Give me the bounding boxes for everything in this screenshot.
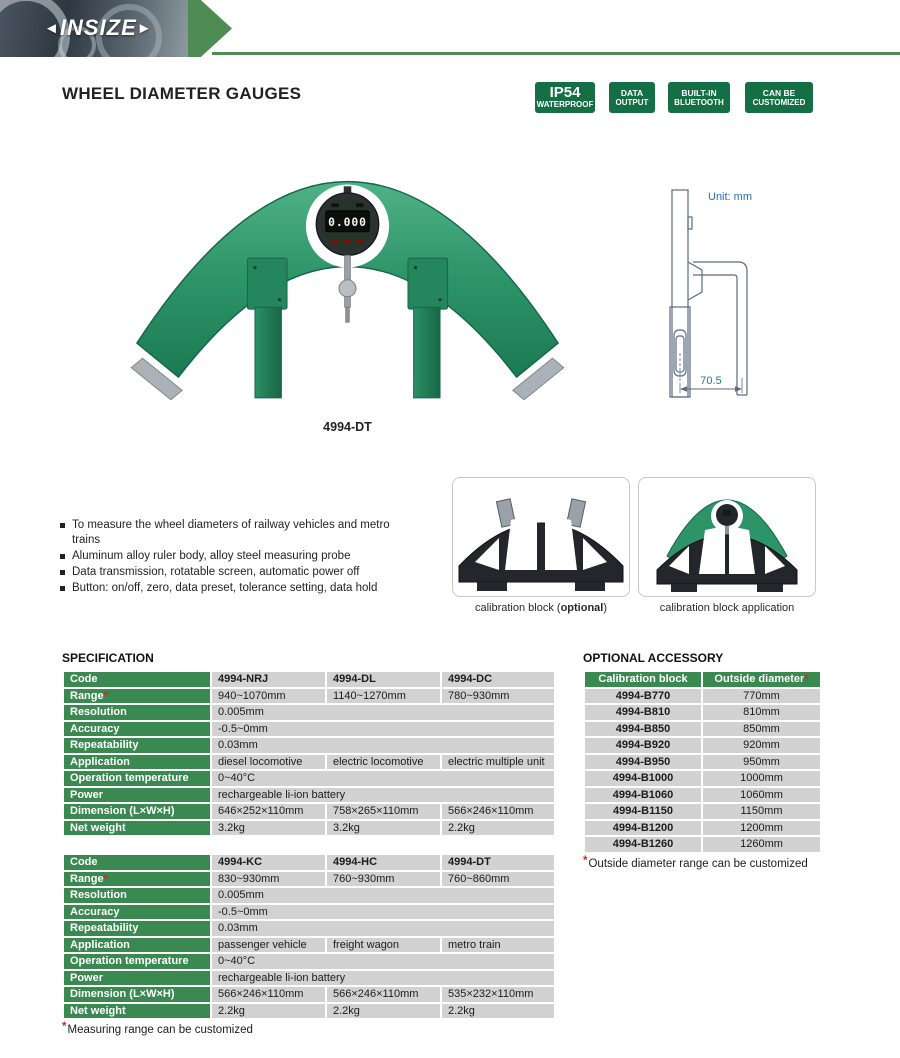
range-cell: 780~930mm [441, 688, 555, 705]
table-row [63, 688, 555, 705]
code-cell: 4994-DC [441, 671, 555, 688]
accessory-code-cell: 4994-B850 [584, 721, 702, 738]
resolution-cell: 0.005mm [211, 887, 555, 904]
table-row [63, 737, 555, 754]
table-row [63, 970, 555, 987]
accessory-diameter-cell: 1260mm [702, 836, 821, 853]
net-weight-cell: 3.2kg [211, 820, 326, 837]
calibration-block-image [452, 477, 630, 597]
application-cell: freight wagon [326, 937, 441, 954]
net-weight-cell: 2.2kg [326, 1003, 441, 1020]
net-weight-cell: 2.2kg [441, 820, 555, 837]
row-label-dimension: Dimension (L×W×H) [63, 986, 211, 1003]
row-label-resolution: Resolution [63, 704, 211, 721]
optional-accessory-footnote: *Outside diameter range can be customized [583, 854, 808, 870]
row-label-application: Application [63, 754, 211, 771]
specification-section [62, 651, 554, 1036]
badge-line: DATA [620, 87, 644, 98]
dimension-cell: 646×252×110mm [211, 803, 326, 820]
row-label-repeatability: Repeatability [63, 920, 211, 937]
row-label-accuracy: Accuracy [63, 721, 211, 738]
badge-built-in-bluetooth [668, 82, 730, 113]
red-asterisk: * [804, 673, 809, 686]
badge-line: CUSTOMIZED [752, 97, 806, 107]
application-cell: metro train [441, 937, 555, 954]
table-row [63, 871, 555, 888]
logo-right-arrow-icon: ► [136, 20, 153, 37]
accessory-diameter-cell: 850mm [702, 721, 821, 738]
application-cell: diesel locomotive [211, 754, 326, 771]
accuracy-cell: -0.5~0mm [211, 721, 555, 738]
accessory-diameter-cell: 1150mm [702, 803, 821, 820]
row-label-operation-temperature: Operation temperature [63, 770, 211, 787]
badge-line: IP54 [549, 84, 581, 102]
table-header-row [584, 671, 821, 688]
application-cell: passenger vehicle [211, 937, 326, 954]
dimension-cell: 535×232×110mm [441, 986, 555, 1003]
red-asterisk: * [62, 1021, 67, 1033]
table-row [63, 920, 555, 937]
range-cell: 940~1070mm [211, 688, 326, 705]
accessory-code-cell: 4994-B1000 [584, 770, 702, 787]
accessory-diameter-cell: 1060mm [702, 787, 821, 804]
net-weight-cell: 2.2kg [441, 1003, 555, 1020]
range-cell: 760~930mm [326, 871, 441, 888]
bullet-square-icon [60, 570, 65, 575]
feature-text: Aluminum alloy ruler body, alloy steel measuring probe [72, 550, 351, 562]
power-cell: rechargeable li-ion battery [211, 970, 555, 987]
specification-heading: SPECIFICATION [62, 651, 154, 665]
application-cell: electric multiple unit [441, 754, 555, 771]
code-cell: 4994-NRJ [211, 671, 326, 688]
accessory-diameter-cell: 810mm [702, 704, 821, 721]
technical-drawing [650, 178, 815, 413]
specification-footnote: *Measuring range can be customized [62, 1021, 253, 1036]
range-cell: 760~860mm [441, 871, 555, 888]
net-weight-cell: 3.2kg [326, 820, 441, 837]
feature-item [60, 518, 460, 548]
calibration-block-caption: calibration block (optional) [474, 602, 608, 614]
badge-line: BLUETOOTH [674, 97, 724, 107]
feature-text: Button: on/off, zero, data preset, tolerance setting, data hold [72, 582, 378, 594]
row-label-code: Code [63, 671, 211, 688]
operation-temperature-cell: 0~40°C [211, 770, 555, 787]
accessory-diameter-cell: 1000mm [702, 770, 821, 787]
table-row [63, 721, 555, 738]
column-header-outside-diameter: Outside diameter* [702, 671, 821, 688]
drawing-unit-label: Unit: mm [708, 191, 752, 203]
table-row [63, 704, 555, 721]
row-label-range: Range* [63, 688, 211, 705]
specification-table-2 [62, 853, 556, 1020]
bullet-square-icon [60, 523, 65, 528]
accessory-code-cell: 4994-B1150 [584, 803, 702, 820]
accessory-code-cell: 4994-B1060 [584, 787, 702, 804]
code-cell: 4994-KC [211, 854, 326, 871]
table-row [63, 986, 555, 1003]
row-label-repeatability: Repeatability [63, 737, 211, 754]
accessory-code-cell: 4994-B920 [584, 737, 702, 754]
operation-temperature-cell: 0~40°C [211, 953, 555, 970]
bullet-square-icon [60, 554, 65, 559]
feature-item [60, 565, 460, 580]
code-cell: 4994-DL [326, 671, 441, 688]
calibration-application-caption: calibration block application [659, 602, 795, 614]
column-header-calibration-block: Calibration block [584, 671, 702, 688]
row-label-code: Code [63, 854, 211, 871]
table-row [584, 754, 821, 771]
accessory-diameter-cell: 1200mm [702, 820, 821, 837]
dimension-cell: 566×246×110mm [326, 986, 441, 1003]
dimension-cell: 758×265×110mm [326, 803, 441, 820]
feature-item [60, 581, 460, 596]
repeatability-cell: 0.03mm [211, 920, 555, 937]
accessory-diameter-cell: 770mm [702, 688, 821, 705]
header-rule [212, 52, 900, 55]
product-image [125, 158, 570, 413]
product-code-label: 4994-DT [323, 420, 372, 434]
optional-accessory-table [583, 670, 822, 854]
calibration-block-graphic [453, 478, 629, 596]
accessory-code-cell: 4994-B810 [584, 704, 702, 721]
page-title: WHEEL DIAMETER GAUGES [62, 84, 302, 103]
code-cell: 4994-HC [326, 854, 441, 871]
table-row [584, 803, 821, 820]
net-weight-cell: 2.2kg [211, 1003, 326, 1020]
badge-line: WATERPROOF [536, 100, 594, 110]
dimension-cell: 566×246×110mm [441, 803, 555, 820]
red-asterisk: * [103, 872, 108, 885]
row-label-dimension: Dimension (L×W×H) [63, 803, 211, 820]
table-row [584, 737, 821, 754]
feature-text: Data transmission, rotatable screen, automatic power off [72, 566, 360, 578]
logo-left-arrow-icon: ◄ [44, 20, 60, 37]
badge-can-be-customized [745, 82, 813, 113]
indicator-reading: 0.000 [328, 215, 367, 229]
table-row [584, 836, 821, 853]
accessory-diameter-cell: 950mm [702, 754, 821, 771]
dimension-cell: 566×246×110mm [211, 986, 326, 1003]
feature-item [60, 549, 460, 564]
accessory-diameter-cell: 920mm [702, 737, 821, 754]
row-label-accuracy: Accuracy [63, 904, 211, 921]
table-row [63, 787, 555, 804]
optional-accessory-heading: OPTIONAL ACCESSORY [583, 651, 724, 665]
table-row [63, 770, 555, 787]
feature-list [60, 518, 460, 597]
badge-line: CAN BE [762, 87, 796, 98]
range-cell: 1140~1270mm [326, 688, 441, 705]
accessory-code-cell: 4994-B950 [584, 754, 702, 771]
table-row [63, 803, 555, 820]
row-label-range: Range* [63, 871, 211, 888]
accessory-code-cell: 4994-B1260 [584, 836, 702, 853]
logo-text: INSIZE [59, 15, 137, 40]
code-cell: 4994-DT [441, 854, 555, 871]
specification-table-1 [62, 670, 556, 837]
table-row [63, 754, 555, 771]
table-row [584, 688, 821, 705]
table-row [584, 787, 821, 804]
row-label-net-weight: Net weight [63, 1003, 211, 1020]
accessory-code-cell: 4994-B1200 [584, 820, 702, 837]
bullet-square-icon [60, 586, 65, 591]
table-row [63, 887, 555, 904]
calibration-block-application-image [638, 477, 816, 597]
red-asterisk: * [583, 854, 588, 867]
calibration-application-graphic [639, 478, 815, 596]
application-cell: electric locomotive [326, 754, 441, 771]
badge-ip54-waterproof [535, 82, 595, 113]
table-row [63, 1003, 555, 1020]
drawing-dimension-value: 70.5 [700, 375, 722, 387]
power-cell: rechargeable li-ion battery [211, 787, 555, 804]
repeatability-cell: 0.03mm [211, 737, 555, 754]
red-asterisk: * [103, 689, 108, 702]
table-row [63, 854, 555, 871]
badge-line: BUILT-IN [681, 87, 717, 98]
badge-data-output [609, 82, 655, 113]
row-label-net-weight: Net weight [63, 820, 211, 837]
row-label-application: Application [63, 937, 211, 954]
insize-logo [44, 15, 153, 41]
row-label-power: Power [63, 787, 211, 804]
table-row [63, 904, 555, 921]
table-row [584, 721, 821, 738]
accuracy-cell: -0.5~0mm [211, 904, 555, 921]
table-row [584, 704, 821, 721]
table-row [584, 770, 821, 787]
table-row [63, 953, 555, 970]
row-label-power: Power [63, 970, 211, 987]
accessory-code-cell: 4994-B770 [584, 688, 702, 705]
optional-accessory-section [583, 651, 820, 870]
feature-text: To measure the wheel diameters of railway vehicles and metro trains [72, 519, 390, 546]
table-row [584, 820, 821, 837]
table-row [63, 937, 555, 954]
resolution-cell: 0.005mm [211, 704, 555, 721]
table-row [63, 671, 555, 688]
row-label-resolution: Resolution [63, 887, 211, 904]
range-cell: 830~930mm [211, 871, 326, 888]
badge-line: OUTPUT [615, 97, 649, 107]
row-label-operation-temperature: Operation temperature [63, 953, 211, 970]
table-row [63, 820, 555, 837]
